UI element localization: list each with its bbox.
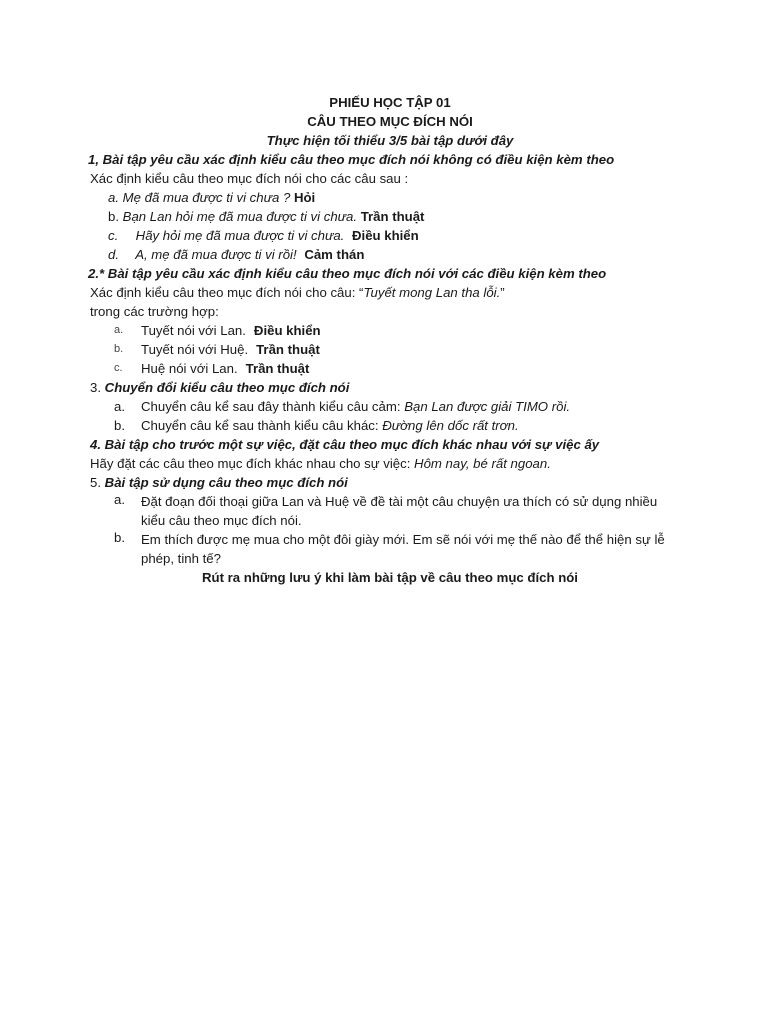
exercise-3-item-a	[90, 397, 690, 416]
item-text: Tuyết nói với Huệ.	[141, 342, 249, 357]
exercise-2-cases-label: trong các trường hợp:	[90, 304, 219, 319]
exercise-5-item-a	[90, 492, 690, 530]
exercise-number: 5.	[90, 475, 101, 490]
item-text: Chuyển câu kể sau thành kiểu câu khác:	[141, 418, 379, 433]
item-sentence: Bạn Lan hỏi mẹ đã mua được ti vi chưa.	[122, 209, 358, 224]
item-answer: Điều khiển	[352, 228, 419, 243]
item-answer: Điều khiển	[253, 323, 321, 338]
conclusion-heading: Rút ra những lưu ý khi làm bài tập về câu theo mục đích nói	[202, 570, 578, 585]
item-answer: Hỏi	[293, 190, 316, 205]
item-marker: a.	[114, 399, 125, 414]
worksheet-content	[90, 93, 690, 587]
exercise-1-heading: 1, Bài tập yêu cầu xác định kiểu câu theo mục đích nói không có điều kiện kèm theo	[88, 152, 615, 167]
exercise-2-heading: 2.* Bài tập yêu cầu xác định kiểu câu theo mục đích nói với các điều kiện kèm theo	[88, 266, 607, 281]
instruction: Thực hiện tối thiểu 3/5 bài tập dưới đây	[266, 133, 514, 148]
exercise-1-item-a	[90, 188, 690, 207]
item-example: Bạn Lan được giải TIMO rồi.	[404, 399, 571, 414]
item-marker: c.	[114, 362, 123, 374]
exercise-2-item-b	[90, 340, 690, 359]
exercise-2-prompt	[90, 283, 690, 302]
item-example: Đường lên dốc rất trơn.	[382, 418, 519, 433]
exercise-1-item-b	[90, 207, 690, 226]
prompt-quote: Tuyết mong Lan tha lỗi.	[363, 285, 501, 300]
item-text: Đặt đoạn đối thoại giữa Lan và Huệ về đề tài một câu chuyện ưa thích có sử dụng nhiều kiểu câu theo mục đích nói.	[141, 494, 658, 528]
prompt-text: Hãy đặt các câu theo mục đích khác nhau cho sự việc:	[90, 456, 411, 471]
exercise-3-item-b	[90, 416, 690, 435]
exercise-4-heading: 4. Bài tập cho trước một sự việc, đặt câu theo mục đích khác nhau với sự việc ấy	[90, 437, 600, 452]
item-text: Huệ nói với Lan.	[141, 361, 238, 376]
item-text: Chuyển câu kể sau đây thành kiểu câu cảm:	[141, 399, 401, 414]
item-answer: Cảm thán	[304, 247, 365, 262]
exercise-2-item-c	[90, 359, 690, 378]
exercise-2-item-a	[90, 321, 690, 340]
item-marker: a.	[114, 492, 125, 507]
exercise-1-prompt: Xác định kiểu câu theo mục đích nói cho các câu sau :	[90, 171, 409, 186]
item-text: Em thích được mẹ mua cho một đôi giày mới. Em sẽ nói với mẹ thế nào để thể hiện sự lễ phép, tinh tế?	[141, 532, 665, 566]
exercise-number: 3.	[90, 380, 101, 395]
exercise-1-item-c	[90, 226, 690, 245]
item-marker: b.	[114, 418, 125, 433]
item-marker: b.	[114, 530, 125, 545]
exercise-4-prompt	[90, 454, 690, 473]
prompt-prefix: Xác định kiểu câu theo mục đích nói cho câu: “	[90, 285, 364, 300]
item-marker: d.	[108, 247, 119, 262]
exercise-title: Chuyển đổi kiểu câu theo mục đích nói	[104, 380, 350, 395]
item-marker: a.	[114, 324, 124, 336]
item-sentence: Hãy hỏi mẹ đã mua được ti vi chưa.	[135, 228, 345, 243]
item-answer: Trần thuật	[245, 361, 310, 376]
item-answer: Trần thuật	[360, 209, 425, 224]
prompt-example: Hôm nay, bé rất ngoan.	[414, 456, 551, 471]
item-sentence: A, mẹ đã mua được ti vi rồi!	[135, 247, 297, 262]
exercise-3-heading	[90, 378, 690, 397]
item-answer: Trần thuật	[256, 342, 320, 357]
exercise-1-item-d	[90, 245, 690, 264]
page-title: PHIẾU HỌC TẬP 01	[329, 95, 451, 110]
item-marker: a.	[108, 190, 119, 205]
item-marker: b.	[114, 343, 124, 355]
item-marker: c.	[108, 228, 119, 243]
exercise-5-heading	[90, 473, 690, 492]
exercise-5-item-b	[90, 530, 690, 568]
item-marker: b.	[108, 209, 119, 224]
item-sentence: Mẹ đã mua được ti vi chưa ?	[122, 190, 291, 205]
prompt-suffix: ”	[500, 285, 505, 300]
exercise-title: Bài tập sử dụng câu theo mục đích nói	[104, 475, 348, 490]
item-text: Tuyết nói với Lan.	[141, 323, 246, 338]
page-subtitle: CÂU THEO MỤC ĐÍCH NÓI	[307, 114, 473, 129]
